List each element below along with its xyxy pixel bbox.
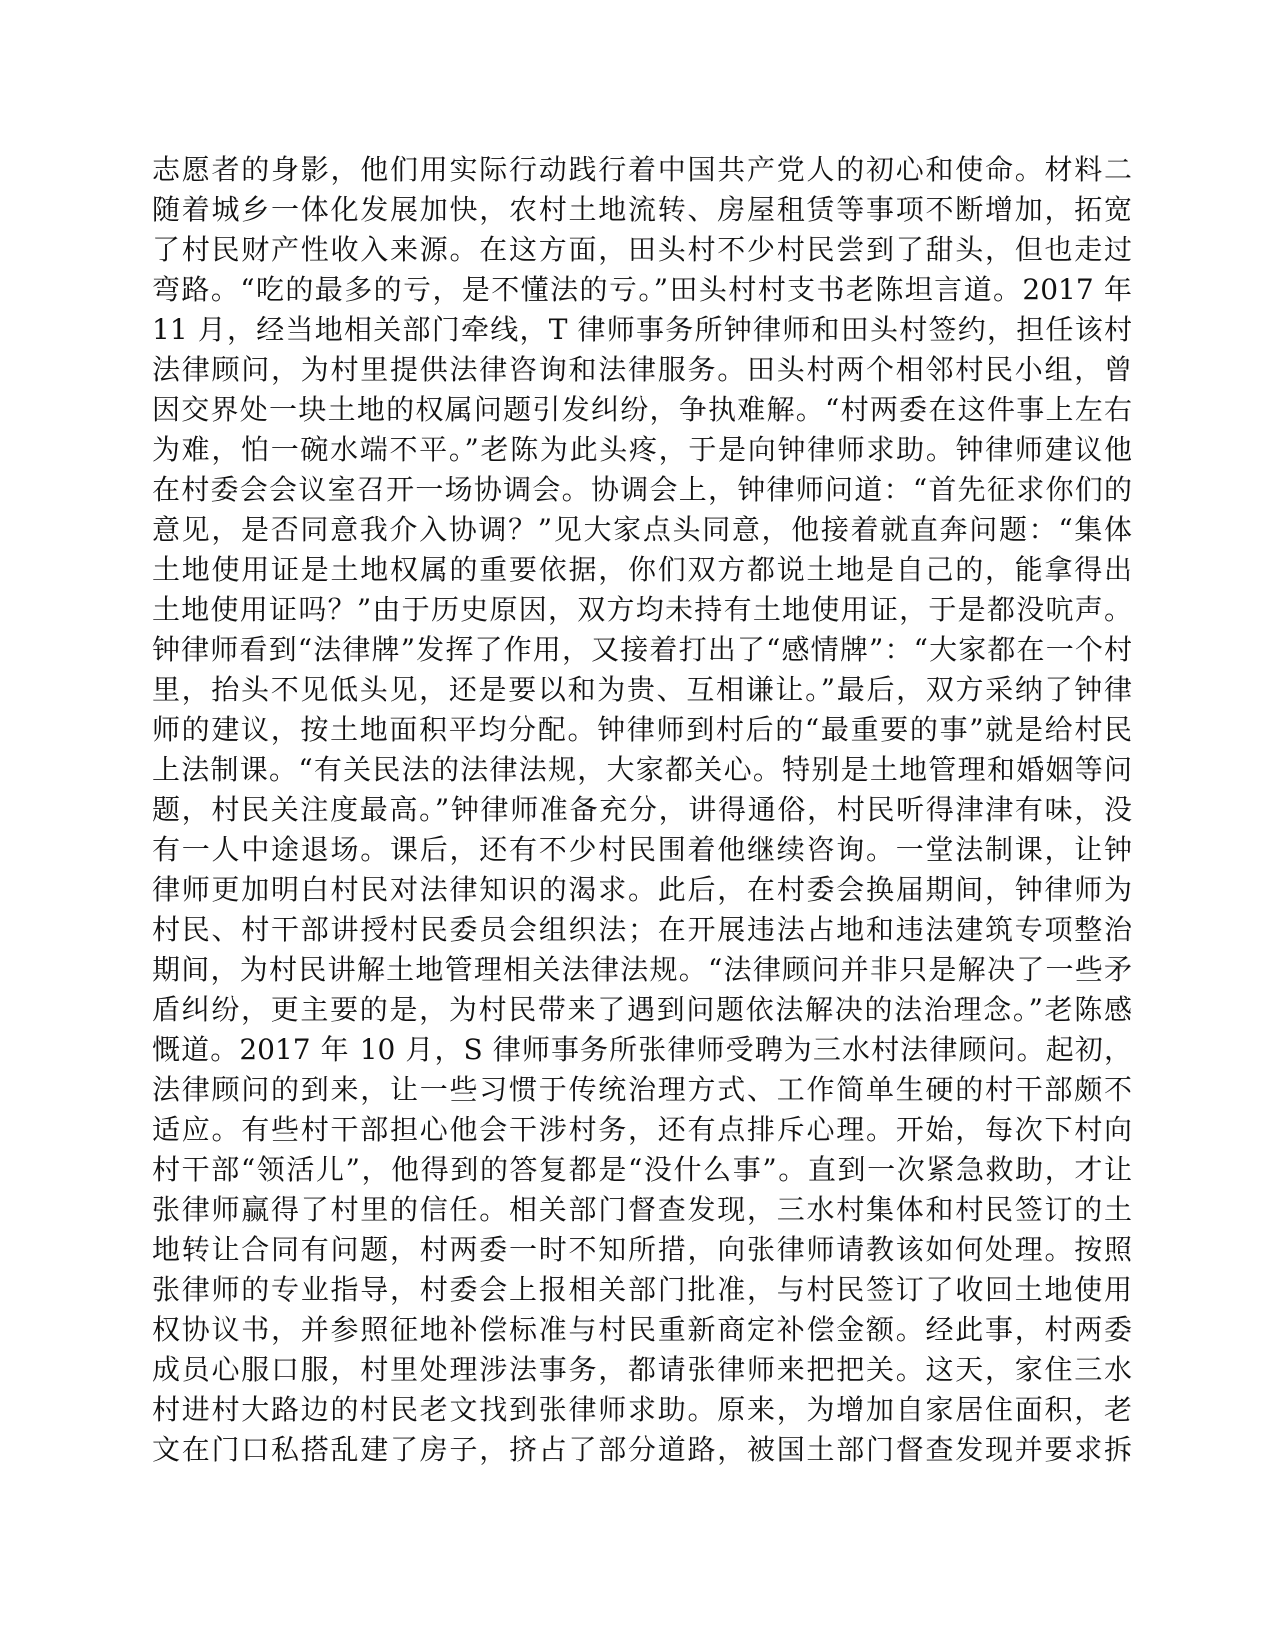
text-line: 随着城乡一体化发展加快，农村土地流转、房屋租赁等事项不断增加，拓宽 [152,193,1132,226]
text-line: 期间，为村民讲解土地管理相关法律法规。“法律顾问并非只是解决了一些矛 [152,953,1132,986]
text-line: 权协议书，并参照征地补偿标准与村民重新商定补偿金额。经此事，村两委 [152,1313,1132,1346]
text-line: 题，村民关注度最高。”钟律师准备充分，讲得通俗，村民听得津津有味，没 [152,793,1132,826]
text-line: 地转让合同有问题，村两委一时不知所措，向张律师请教该如何处理。按照 [152,1233,1132,1266]
text-line: 村干部“领活儿”，他得到的答复都是“没什么事”。直到一次紧急救助，才让 [152,1153,1132,1186]
text-line: 意见，是否同意我介入协调？”见大家点头同意，他接着就直奔问题：“集体 [152,513,1132,546]
text-line: 张律师赢得了村里的信任。相关部门督查发现，三水村集体和村民签订的土 [152,1193,1132,1226]
text-line: 里，抬头不见低头见，还是要以和为贵、互相谦让。”最后，双方采纳了钟律 [152,673,1132,706]
text-line: 因交界处一块土地的权属问题引发纠纷，争执难解。“村两委在这件事上左右 [152,393,1132,426]
text-line: 法律顾问的到来，让一些习惯于传统治理方式、工作简单生硬的村干部颇不 [152,1073,1132,1106]
text-line: 土地使用证是土地权属的重要依据，你们双方都说土地是自己的，能拿得出 [152,553,1132,586]
text-line: 成员心服口服，村里处理涉法事务，都请张律师来把把关。这天，家住三水 [152,1353,1132,1386]
text-line: 志愿者的身影，他们用实际行动践行着中国共产党人的初心和使命。材料二 [152,153,1132,186]
text-line: 法律顾问，为村里提供法律咨询和法律服务。田头村两个相邻村民小组，曾 [152,353,1132,386]
text-line: 文在门口私搭乱建了房子，挤占了部分道路，被国土部门督查发现并要求拆 [152,1433,1132,1466]
text-line: 11 月，经当地相关部门牵线，T 律师事务所钟律师和田头村签约，担任该村 [152,313,1132,346]
text-line: 村民、村干部讲授村民委员会组织法；在开展违法占地和违法建筑专项整治 [152,913,1132,946]
text-line: 慨道。2017 年 10 月，S 律师事务所张律师受聘为三水村法律顾问。起初， [152,1033,1132,1066]
text-line: 适应。有些村干部担心他会干涉村务，还有点排斥心理。开始，每次下村向 [152,1113,1132,1146]
text-line: 钟律师看到“法律牌”发挥了作用，又接着打出了“感情牌”：“大家都在一个村 [152,633,1132,666]
text-line: 师的建议，按土地面积平均分配。钟律师到村后的“最重要的事”就是给村民 [152,713,1132,746]
text-line: 上法制课。“有关民法的法律法规，大家都关心。特别是土地管理和婚姻等问 [152,753,1132,786]
text-line: 张律师的专业指导，村委会上报相关部门批准，与村民签订了收回土地使用 [152,1273,1132,1306]
text-line: 有一人中途退场。课后，还有不少村民围着他继续咨询。一堂法制课，让钟 [152,833,1132,866]
text-line: 村进村大路边的村民老文找到张律师求助。原来，为增加自家居住面积，老 [152,1393,1132,1426]
text-line: 在村委会会议室召开一场协调会。协调会上，钟律师问道：“首先征求你们的 [152,473,1132,506]
text-line: 弯路。“吃的最多的亏，是不懂法的亏。”田头村村支书老陈坦言道。2017 年 [152,273,1132,306]
text-line: 律师更加明白村民对法律知识的渴求。此后，在村委会换届期间，钟律师为 [152,873,1132,906]
text-line: 盾纠纷，更主要的是，为村民带来了遇到问题依法解决的法治理念。”老陈感 [152,993,1132,1026]
body-text [152,150,1132,1470]
text-line: 了村民财产性收入来源。在这方面，田头村不少村民尝到了甜头，但也走过 [152,233,1132,266]
text-line: 为难，怕一碗水端不平。”老陈为此头疼，于是向钟律师求助。钟律师建议他 [152,433,1132,466]
text-line: 土地使用证吗？”由于历史原因，双方均未持有土地使用证，于是都没吭声。 [152,593,1132,626]
